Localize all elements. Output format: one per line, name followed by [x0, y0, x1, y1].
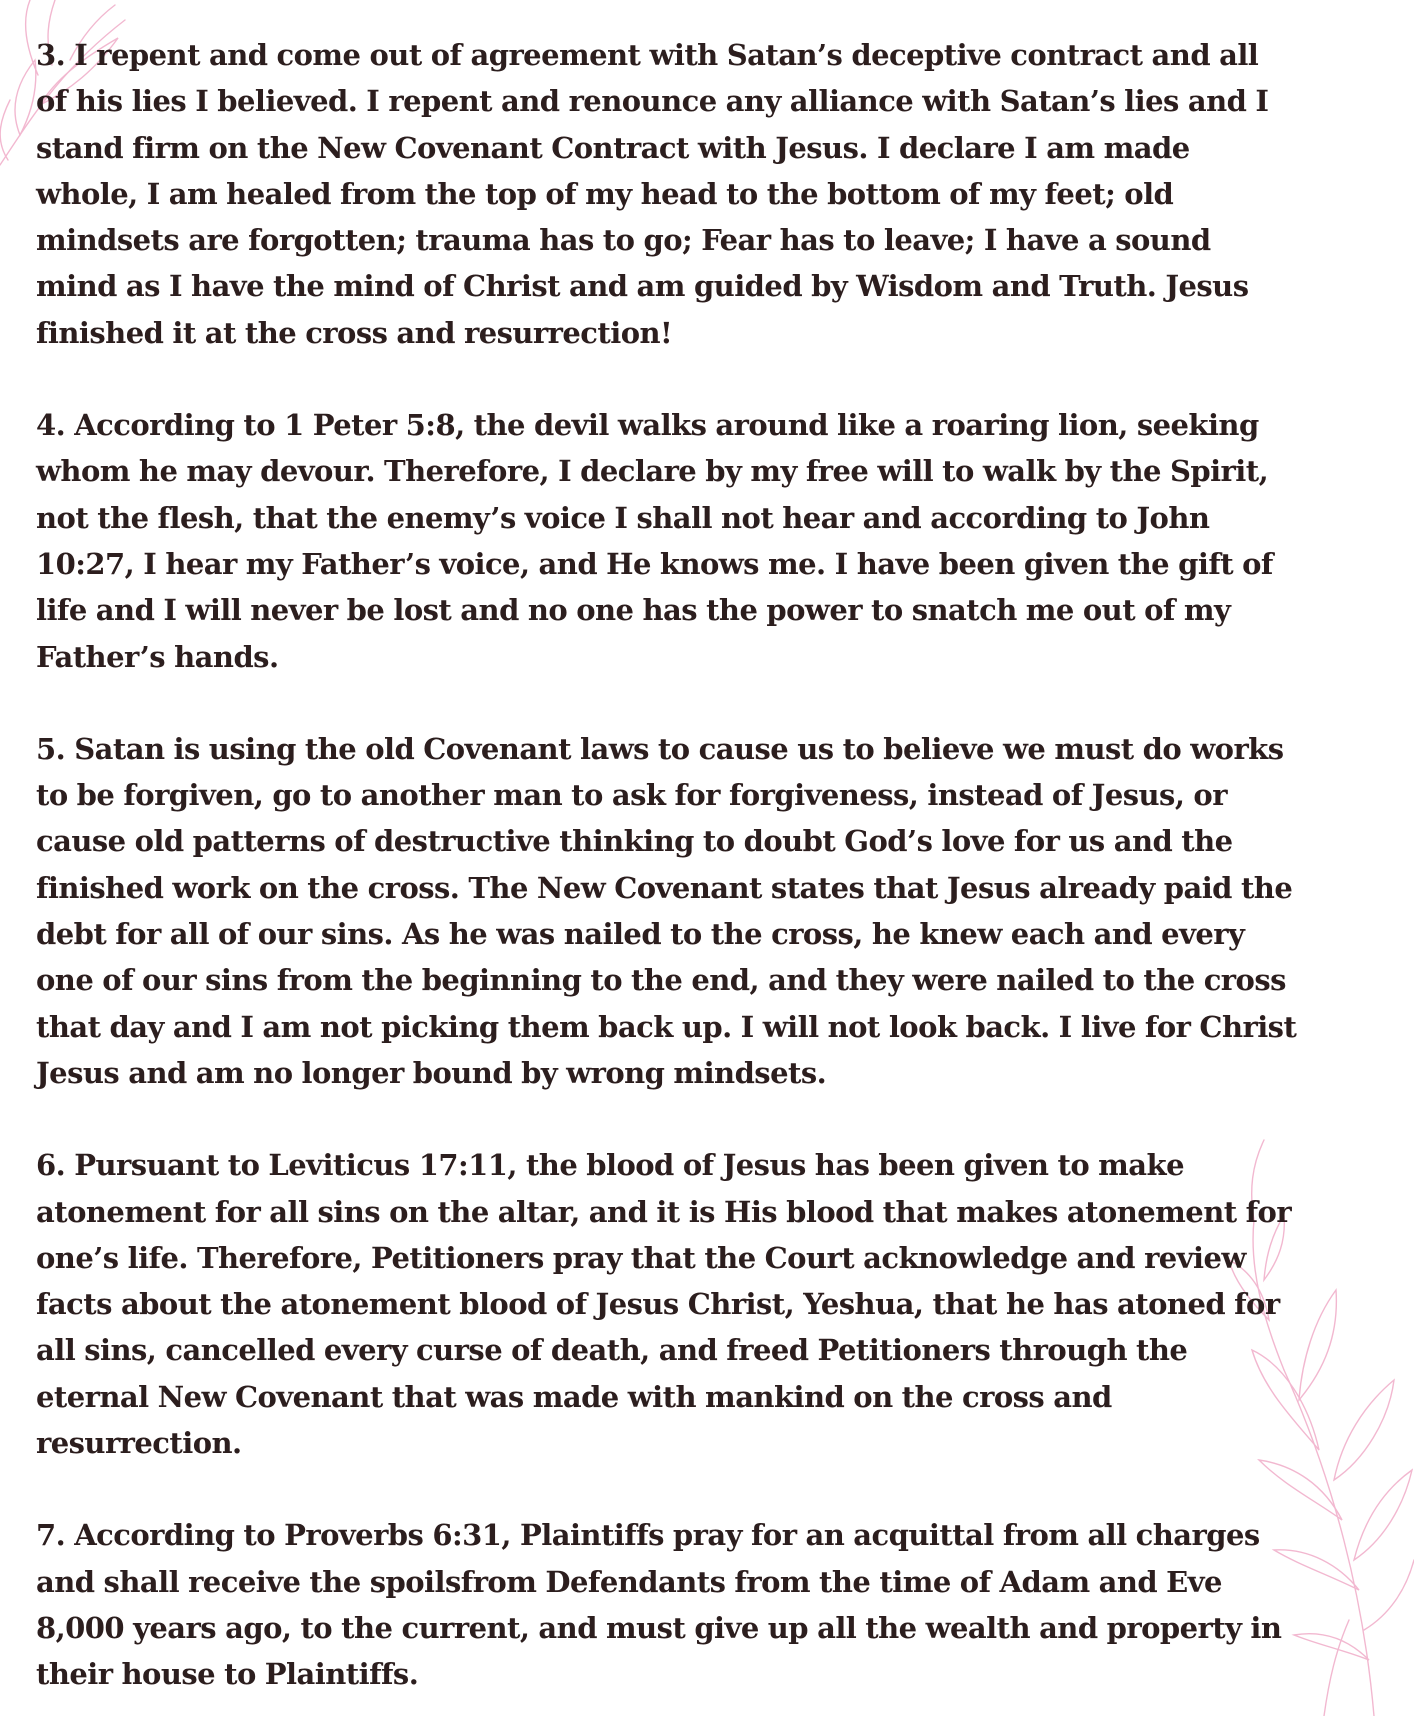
- paragraph-5: 5. Satan is using the old Covenant laws to cause us to believe we must do works to be forgiven, go to another man to ask for forgiveness, instead of Jesus, or cause old patterns of destructive thinking to doubt God’s love for us and the finished work on the cross. The New Covenant states that Jesus already paid the debt for all of our sins. As he was nailed to the cross, he knew each and every one of our sins from the beginning to the end, and they were nailed to the cross that day and I am not picking them back up. I will not look back. I live for Christ Jesus and am no longer bound by wrong mindsets.: [36, 731, 1297, 1090]
- paragraph-6: 6. Pursuant to Leviticus 17:11, the blood of Jesus has been given to make atonement for all sins on the altar, and it is His blood that makes atonement for one’s life. Therefore, Petitioners pray that the Court acknowledge and review facts about the atonement blood of Jesus Christ, Yeshua, that he has atoned for all sins, cancelled every curse of death, and freed Petitioners through the eternal New Covenant that was made with mankind on the cross and resurrection.: [36, 1148, 1292, 1461]
- paragraph-7: 7. According to Proverbs 6:31, Plaintiffs pray for an acquittal from all charges and shall receive the spoilsfrom Defendants from the time of Adam and Eve 8,000 years ago, to the current, and must give up all the wealth and property in their house to Plaintiffs.: [36, 1518, 1282, 1692]
- paragraph-3: 3. I repent and come out of agreement with Satan’s deceptive contract and all of his lies I believed. I repent and renounce any alliance with Satan’s lies and I stand firm on the New Covenant Contract with Jesus. I declare I am made whole, I am healed from the top of my head to the bottom of my feet; old mindsets are forgotten; trauma has to go; Fear has to leave; I have a sound mind as I have the mind of Christ and am guided by Wisdom and Truth. Jesus finished it at the cross and resurrection!: [36, 38, 1269, 350]
- paragraph-4: 4. According to 1 Peter 5:8, the devil walks around like a roaring lion, seeking whom he may devour. Therefore, I declare by my free will to walk by the Spirit, not the flesh, that the enemy’s voice I shall not hear and according to John 10:27, I hear my Father’s voice, and He knows me. I have been given the gift of life and I will never be lost and no one has the power to snatch me out of my Father’s hands.: [36, 408, 1273, 674]
- document-body: [36, 32, 1396, 1698]
